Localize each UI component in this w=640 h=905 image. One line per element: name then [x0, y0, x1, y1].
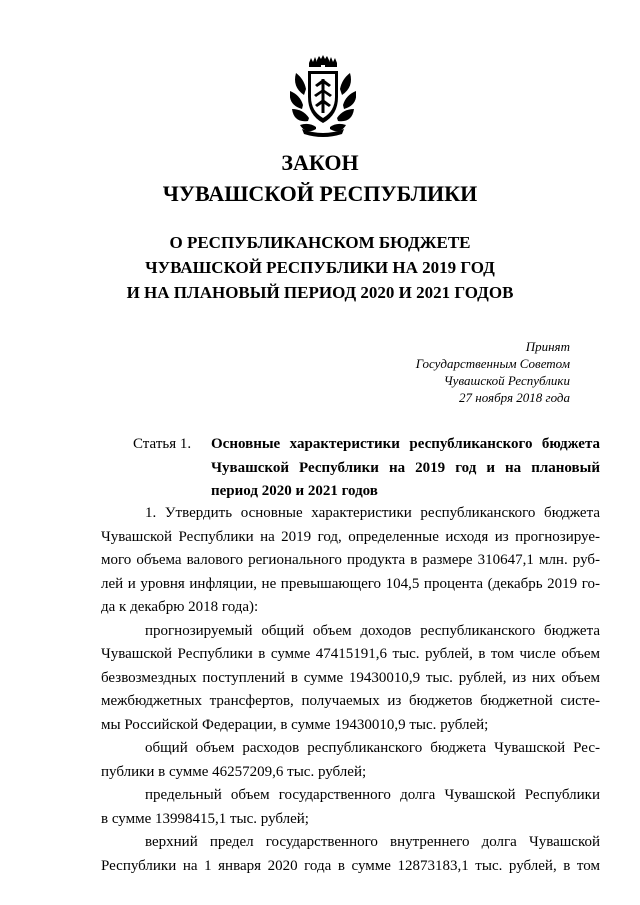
law-subject-heading — [0, 230, 640, 305]
article-title-line: период 2020 и 2021 годов — [211, 483, 378, 499]
adoption-line: Принят — [525, 339, 570, 354]
body-line: мого объема валового регионального продукта в размере 310647,1 млн. руб- — [101, 552, 600, 568]
adoption-note — [380, 338, 570, 406]
adoption-line: Государственным Советом — [415, 356, 570, 371]
republic-title: ЧУВАШСКОЙ РЕСПУБЛИКИ — [162, 181, 478, 206]
law-subject-line: О РЕСПУБЛИКАНСКОМ БЮДЖЕТЕ — [169, 233, 471, 252]
body-line: прогнозируемый общий объем доходов республиканского бюджета — [145, 622, 600, 639]
body-line: межбюджетных трансфертов, получаемых из бюджетов бюджетной систе- — [101, 693, 600, 709]
body-line: Чувашской Республики на 2019 год, определенные исходя из прогнозируе- — [101, 528, 600, 545]
body-line: Республики на 1 января 2020 года в сумме 12873183,1 тыс. рублей, в том — [101, 857, 600, 874]
article-body — [101, 502, 600, 878]
article-title-line: Основные характеристики республиканского бюджета — [211, 436, 600, 452]
body-line: предельный объем государственного долга Чувашской Республики — [145, 787, 600, 803]
chuvash-coat-of-arms-icon — [290, 55, 356, 137]
law-subject-line: И НА ПЛАНОВЫЙ ПЕРИОД 2020 И 2021 ГОДОВ — [126, 283, 514, 302]
body-line: 1. Утвердить основные характеристики республиканского бюджета — [145, 505, 600, 521]
body-line: да к декабрю 2018 года): — [101, 599, 259, 615]
document-type-title: ЗАКОН — [281, 150, 359, 175]
body-line: лей и уровня инфляции, не превышающего 104,5 процента (декабрь 2019 го- — [101, 575, 600, 592]
article-number: Статья 1. — [133, 436, 192, 452]
article-title-line: Чувашской Республики на 2019 год и на плановый — [211, 459, 600, 476]
article-title — [211, 433, 600, 504]
body-line: верхний предел государственного внутреннего долга Чувашской — [145, 834, 600, 850]
law-subject-line: ЧУВАШСКОЙ РЕСПУБЛИКИ НА 2019 ГОД — [145, 258, 495, 277]
body-line: публики в сумме 46257209,6 тыс. рублей; — [101, 763, 367, 780]
adoption-date: 27 ноября 2018 года — [459, 390, 570, 405]
adoption-line: Чувашской Республики — [443, 373, 570, 388]
body-line: в сумме 13998415,1 тыс. рублей; — [101, 810, 309, 827]
body-line: Чувашской Республики в сумме 47415191,6 тыс. рублей, в том числе объем — [101, 646, 600, 662]
body-line: безвозмездных поступлений в сумме 19430010,9 тыс. рублей, из них объем — [101, 669, 600, 686]
body-line: мы Российской Федерации, в сумме 19430010,9 тыс. рублей; — [101, 716, 489, 733]
body-line: общий объем расходов республиканского бюджета Чувашской Рес- — [145, 740, 600, 756]
